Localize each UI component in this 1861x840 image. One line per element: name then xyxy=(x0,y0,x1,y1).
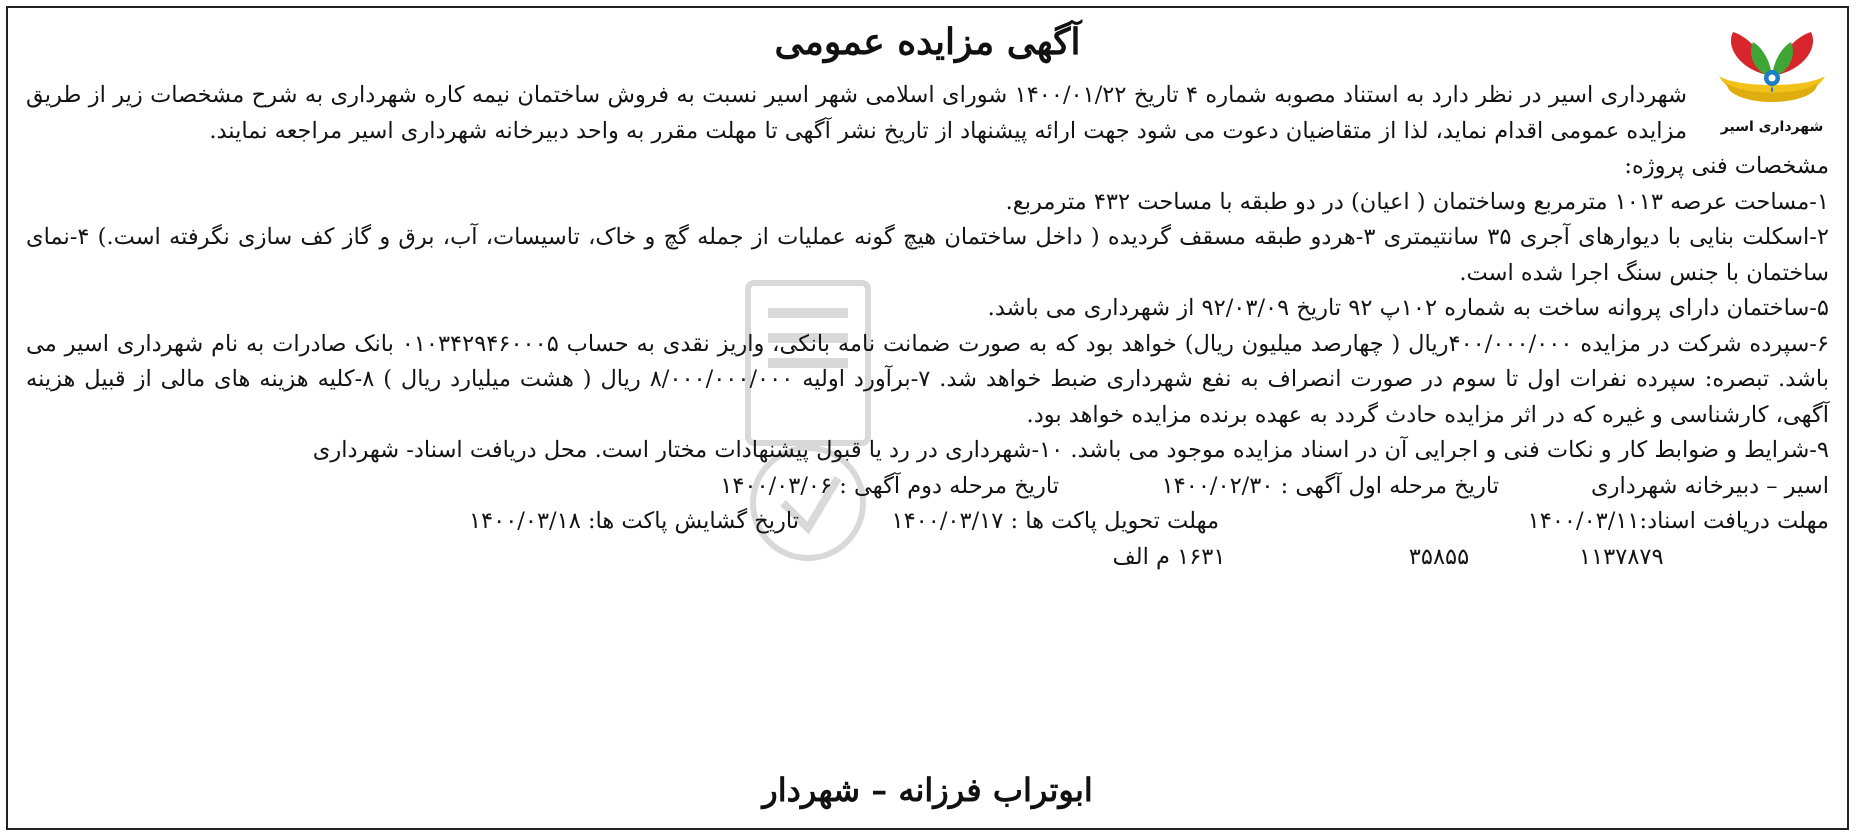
packets-opening-date: تاریخ گشایش پاکت ها: ۱۴۰۰/۰۳/۱۸ xyxy=(468,508,799,534)
ad-dates-row xyxy=(26,469,1829,505)
notice-body xyxy=(26,78,1829,575)
spec-items-9-10: ۹-شرایط و ضوابط کار و نکات فنی و اجرایی آن در اسناد مزایده موجود می باشد. ۱۰-شهرداری در رد یا قبول پیشنهادات مختار است. محل دریافت اسناد- شهرداری xyxy=(312,437,1829,463)
second-ad-date: تاریخ مرحله دوم آگهی : ۱۴۰۰/۰۳/۰۶ xyxy=(720,472,1059,499)
reference-code-2: ۳۵۸۵۵ xyxy=(1408,543,1470,570)
spec-item-1: ۱-مساحت عرصه ۱۰۱۳ مترمربع وساختمان ( اعیان) در دو طبقه با مساحت ۴۳۲ مترمربع. xyxy=(1005,188,1829,215)
specs-heading: مشخصات فنی پروژه: xyxy=(1624,153,1829,179)
document-place: اسیر – دبیرخانه شهرداری xyxy=(1591,472,1829,499)
mayor-signature: ابوتراب فرزانه – شهردار xyxy=(762,771,1093,809)
notice-title: آگهی مزایده عمومی xyxy=(774,21,1081,63)
reference-codes-row xyxy=(26,540,1829,576)
spec-items-2-4: ۲-اسکلت بنایی با دیوارهای آجری ۳۵ سانتیمتری ۳-هردو طبقه مسقف گردیده ( داخل ساختمان هیچ گونه عملیات از جمله گچ و خاک، تاسیسات، آب، برق و گاز کف سازی نگرفته است.) ۴-نمای ساختمان با جنس سنگ اجرا شده است. xyxy=(26,224,1829,286)
notice-frame xyxy=(6,6,1849,830)
deadlines-row xyxy=(26,504,1829,540)
reference-code-1: ۱۱۳۷۸۷۹ xyxy=(1579,543,1664,570)
spec-item-5: ۵-ساختمان دارای پروانه ساخت به شماره ۱۰۲پ ۹۲ تاریخ ۹۲/۰۳/۰۹ از شهرداری می باشد. xyxy=(987,295,1829,321)
packets-deadline: مهلت تحویل پاکت ها : ۱۴۰۰/۰۳/۱۷ xyxy=(891,508,1219,534)
first-ad-date: تاریخ مرحله اول آگهی : ۱۴۰۰/۰۲/۳۰ xyxy=(1161,472,1499,499)
reference-code-3: ۱۶۳۱ م الف xyxy=(1112,543,1226,570)
spec-items-6-8: ۶-سپرده شرکت در مزایده ۴۰۰/۰۰۰/۰۰۰ریال ( چهارصد میلیون ریال) خواهد بود که به صورت ضمانت نامه بانکی، واریز نقدی به حساب ۰۱۰۳۴۲۹۴۶۰۰۰۵ بانک صادرات به نام شهرداری اسیر می باشد. تبصره: سپرده نفرات اول تا سوم در صورت انصراف به نفع شهرداری ضبط خواهد شد. ۷-برآورد اولیه ۸/۰۰۰/۰۰۰/۰۰۰ ریال ( هشت میلیارد ریال ) ۸-کلیه هزینه های مالی از قبیل هزینه آگهی، کارشناسی و غیره که در اثر مزایده حادث گردد به عهده برنده مزایده خواهد بود. xyxy=(26,330,1829,428)
logo-caption: شهرداری اسیر xyxy=(1720,119,1824,135)
documents-deadline: مهلت دریافت اسناد:۱۴۰۰/۰۳/۱۱ xyxy=(1527,508,1829,534)
intro-paragraph: شهرداری اسیر در نظر دارد به استناد مصوبه شماره ۴ تاریخ ۱۴۰۰/۰۱/۲۲ شورای اسلامی شهر اسیر نسبت به فروش ساختمان نیمه کاره شهرداری به شرح مشخصات زیر از طریق مزایده عمومی اقدام نماید، لذا از متقاضیان دعوت می شود جهت ارائه پیشنهاد از تاریخ نشر آگهی تا مهلت مقرر به واحد دبیرخانه شهرداری اسیر مراجعه نمایند. xyxy=(26,82,1687,144)
